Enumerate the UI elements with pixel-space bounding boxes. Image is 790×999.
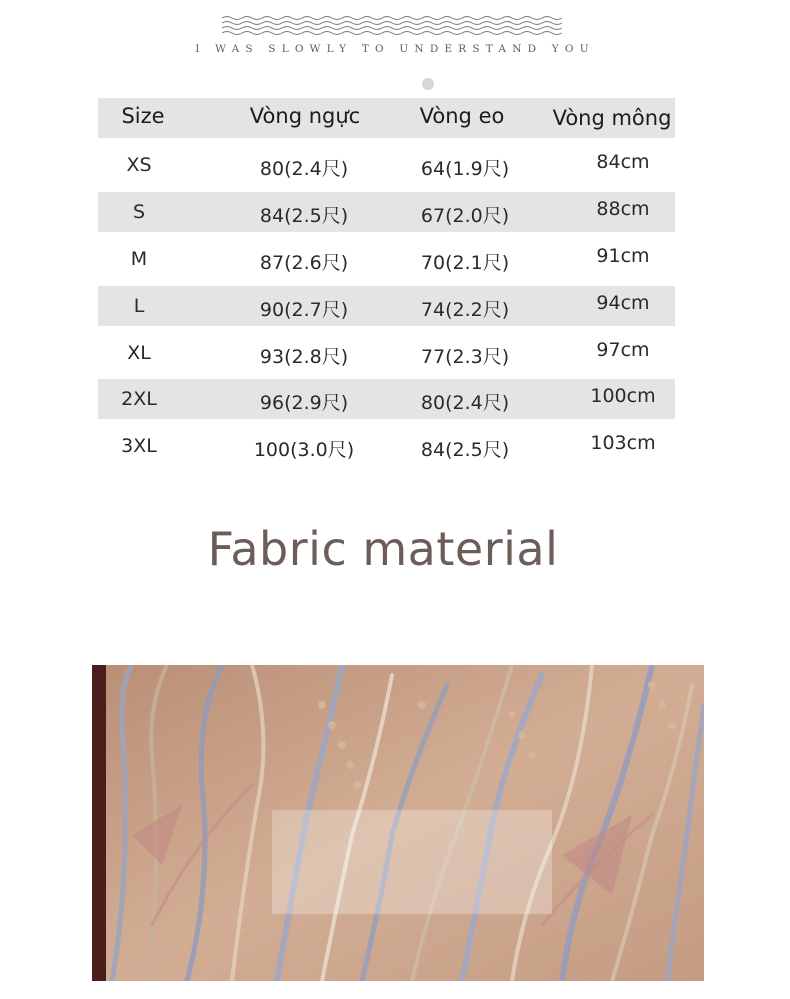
bust-cell: 87(2.6尺) bbox=[259, 252, 349, 274]
bust-cell: 80(2.4尺) bbox=[259, 158, 349, 180]
header-hip: Vòng mông bbox=[552, 106, 672, 130]
size-cell: XS bbox=[126, 154, 152, 176]
waist-cell: 64(1.9尺) bbox=[420, 158, 510, 180]
hip-cell: 84cm bbox=[596, 151, 650, 173]
table-row bbox=[98, 426, 675, 466]
fabric-texture-image bbox=[92, 665, 704, 981]
wave-divider-icon bbox=[222, 14, 568, 40]
size-cell: 2XL bbox=[121, 388, 157, 410]
table-row bbox=[98, 379, 675, 419]
tagline: I WAS SLOWLY TO UNDERSTAND YOU bbox=[195, 43, 595, 55]
size-cell: 3XL bbox=[121, 435, 157, 457]
hip-cell: 103cm bbox=[590, 432, 656, 454]
table-row bbox=[98, 145, 675, 185]
table-header-row bbox=[98, 98, 675, 138]
size-cell: L bbox=[133, 295, 145, 317]
hip-cell: 94cm bbox=[596, 292, 650, 314]
header-waist: Vòng eo bbox=[419, 104, 505, 128]
waist-cell: 67(2.0尺) bbox=[420, 205, 510, 227]
bust-cell: 84(2.5尺) bbox=[259, 205, 349, 227]
bust-cell: 100(3.0尺) bbox=[253, 439, 355, 461]
header-size: Size bbox=[121, 104, 165, 128]
header-bust: Vòng ngực bbox=[249, 104, 361, 128]
waist-cell: 70(2.1尺) bbox=[420, 252, 510, 274]
table-row bbox=[98, 286, 675, 326]
size-cell: XL bbox=[127, 342, 151, 364]
waist-cell: 84(2.5尺) bbox=[420, 439, 510, 461]
size-cell: S bbox=[132, 201, 146, 223]
table-row bbox=[98, 333, 675, 373]
table-row bbox=[98, 239, 675, 279]
hip-cell: 97cm bbox=[596, 339, 650, 361]
waist-cell: 80(2.4尺) bbox=[420, 392, 510, 414]
bust-cell: 96(2.9尺) bbox=[259, 392, 349, 414]
section-title: Fabric material bbox=[207, 522, 559, 576]
bust-cell: 93(2.8尺) bbox=[259, 346, 349, 368]
waist-cell: 74(2.2尺) bbox=[420, 299, 510, 321]
bust-cell: 90(2.7尺) bbox=[259, 299, 349, 321]
hip-cell: 100cm bbox=[590, 385, 656, 407]
fabric-photo bbox=[92, 665, 704, 981]
size-cell: M bbox=[130, 248, 148, 270]
hip-cell: 91cm bbox=[596, 245, 650, 267]
hip-cell: 88cm bbox=[596, 198, 650, 220]
decorative-dot-icon bbox=[422, 78, 434, 90]
waist-cell: 77(2.3尺) bbox=[420, 346, 510, 368]
table-row bbox=[98, 192, 675, 232]
